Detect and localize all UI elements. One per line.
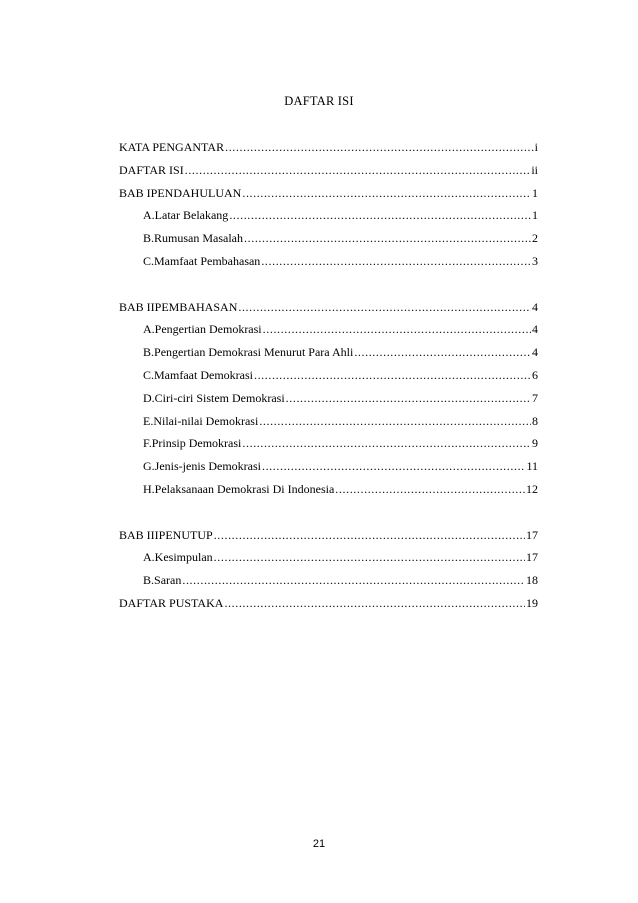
item-label: Saran bbox=[154, 573, 182, 588]
toc-item[interactable] bbox=[119, 410, 538, 433]
toc-entry-daftar-isi[interactable] bbox=[119, 159, 538, 182]
toc-entry-page: 4 bbox=[532, 322, 538, 337]
toc-chapter-bab-1[interactable] bbox=[119, 182, 538, 205]
item-letter: C. bbox=[143, 253, 155, 268]
page-number: 21 bbox=[312, 838, 326, 850]
item-letter: A. bbox=[143, 322, 155, 337]
item-letter: A. bbox=[143, 208, 155, 223]
item-letter: H. bbox=[143, 481, 155, 496]
dot-leader bbox=[214, 546, 525, 569]
item-letter: E. bbox=[143, 413, 154, 428]
toc-entry-page: 7 bbox=[532, 390, 538, 405]
toc-entry-page: 2 bbox=[532, 231, 538, 246]
toc-item[interactable] bbox=[119, 455, 538, 478]
toc-item[interactable] bbox=[119, 227, 538, 250]
toc-item[interactable] bbox=[119, 569, 538, 592]
dot-leader bbox=[225, 136, 534, 159]
dot-leader bbox=[229, 204, 531, 227]
toc-chapter-bab-3[interactable] bbox=[119, 524, 538, 547]
item-letter: B. bbox=[143, 345, 155, 360]
section-spacer bbox=[119, 501, 538, 524]
toc-item[interactable] bbox=[119, 341, 538, 364]
item-letter: C. bbox=[143, 367, 155, 382]
dot-leader bbox=[254, 364, 531, 387]
item-label: Latar Belakang bbox=[154, 208, 229, 223]
toc-entry-page: 19 bbox=[526, 595, 538, 610]
dot-leader bbox=[259, 410, 531, 433]
section-spacer bbox=[119, 273, 538, 296]
dot-leader bbox=[262, 455, 525, 478]
item-label: Pengertian Demokrasi bbox=[154, 322, 262, 337]
toc-entry-page: 1 bbox=[532, 185, 538, 200]
dot-leader bbox=[354, 341, 531, 364]
dot-leader bbox=[244, 227, 531, 250]
chapter-number: BAB I bbox=[119, 185, 151, 200]
item-letter: G. bbox=[143, 459, 155, 474]
item-label: Nilai-nilai Demokrasi bbox=[153, 413, 259, 428]
item-label: Prinsip Demokrasi bbox=[151, 436, 242, 451]
toc-item[interactable] bbox=[119, 250, 538, 273]
dot-leader bbox=[214, 524, 525, 547]
item-label: Mamfaat Demokrasi bbox=[154, 367, 253, 382]
dot-leader bbox=[335, 478, 525, 501]
dot-leader bbox=[242, 182, 531, 205]
toc-entry-page: ii bbox=[531, 162, 538, 177]
toc-entry-page: 4 bbox=[532, 345, 538, 360]
toc-entry-page: 17 bbox=[526, 527, 538, 542]
item-letter: A. bbox=[143, 550, 155, 565]
dot-leader bbox=[242, 432, 531, 455]
dot-leader bbox=[286, 387, 531, 410]
toc-entry-kata-pengantar[interactable] bbox=[119, 136, 538, 159]
dot-leader bbox=[238, 296, 531, 319]
toc-entry-label: KATA PENGANTAR bbox=[119, 140, 225, 154]
dot-leader bbox=[224, 592, 525, 615]
toc-entry-page: 3 bbox=[532, 253, 538, 268]
toc-item[interactable] bbox=[119, 478, 538, 501]
toc-entry-label: DAFTAR PUSTAKA bbox=[119, 595, 224, 610]
toc-chapter-bab-2[interactable] bbox=[119, 296, 538, 319]
toc-entry-page: 17 bbox=[526, 550, 538, 565]
toc-entry-page: 12 bbox=[526, 481, 538, 496]
dot-leader bbox=[185, 159, 531, 182]
toc-entry-page: 18 bbox=[526, 573, 538, 588]
item-label: Kesimpulan bbox=[154, 550, 213, 565]
item-label: Rumusan Masalah bbox=[154, 231, 244, 246]
toc-item[interactable] bbox=[119, 364, 538, 387]
chapter-title: PENDAHULUAN bbox=[150, 185, 242, 200]
item-label: Mamfaat Pembahasan bbox=[154, 253, 261, 268]
item-label: Jenis-jenis Demokrasi bbox=[154, 459, 261, 474]
dot-leader bbox=[261, 250, 531, 273]
chapter-title: PENUTUP bbox=[158, 527, 213, 542]
toc-item[interactable] bbox=[119, 546, 538, 569]
toc-entry-page: 11 bbox=[526, 459, 538, 474]
item-label: Pengertian Demokrasi Menurut Para Ahli bbox=[154, 345, 354, 360]
toc-entry-label: DAFTAR ISI bbox=[119, 162, 184, 177]
toc-item[interactable] bbox=[119, 432, 538, 455]
toc-entry-page: 6 bbox=[532, 367, 538, 382]
toc-item[interactable] bbox=[119, 204, 538, 227]
toc-entry-page: 9 bbox=[532, 436, 538, 451]
toc-entry-page: 1 bbox=[532, 208, 538, 223]
dot-leader bbox=[182, 569, 525, 592]
chapter-number: BAB III bbox=[119, 527, 159, 542]
item-letter: F. bbox=[143, 436, 152, 451]
dot-leader bbox=[263, 318, 531, 341]
item-letter: B. bbox=[143, 573, 155, 588]
toc-entry-page: 8 bbox=[532, 413, 538, 428]
item-label: Ciri-ciri Sistem Demokrasi bbox=[154, 390, 285, 405]
item-letter: B. bbox=[143, 231, 155, 246]
chapter-number: BAB II bbox=[119, 299, 155, 314]
table-of-contents bbox=[119, 136, 538, 615]
toc-entry-page: 4 bbox=[532, 299, 538, 314]
toc-item[interactable] bbox=[119, 387, 538, 410]
toc-entry-page: i bbox=[534, 140, 538, 154]
page-title: DAFTAR ISI bbox=[284, 94, 354, 108]
toc-entry-daftar-pustaka[interactable] bbox=[119, 592, 538, 615]
item-label: Pelaksanaan Demokrasi Di Indonesia bbox=[154, 481, 335, 496]
chapter-title: PEMBAHASAN bbox=[154, 299, 238, 314]
toc-item[interactable] bbox=[119, 318, 538, 341]
item-letter: D. bbox=[143, 390, 155, 405]
